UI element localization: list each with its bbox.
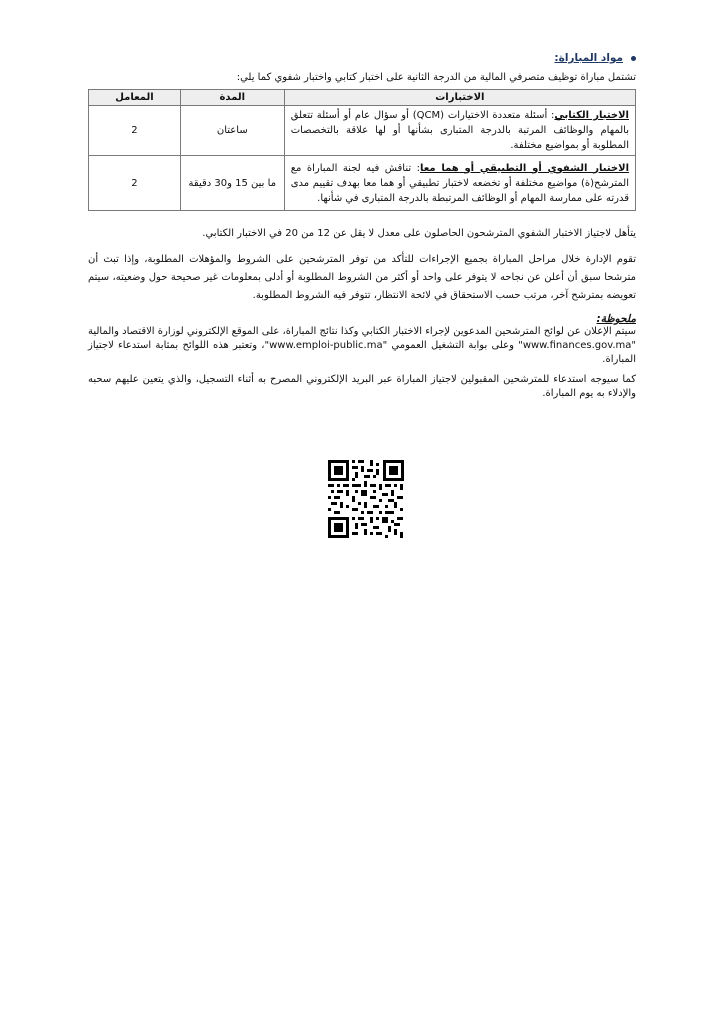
section-intro: تشتمل مباراة توظيف متصرفي المالية من الدرجة الثانية على اختبار كتابي واختبار شفوي كما يلي: [236, 72, 636, 83]
document-page [88, 52, 636, 407]
qr-code-icon [328, 460, 404, 538]
exam-term: الاختبار الكتابي [554, 110, 629, 121]
eligibility-paragraph: يتأهل لاجتياز الاختبار الشفوي المترشحون الحاصلون على معدل لا يقل عن 12 من 20 في الاختبار الكتابي. [202, 228, 636, 239]
header-exams: الاختبارات [284, 90, 635, 106]
header-duration: المدة [180, 90, 284, 106]
header-coefficient: المعامل [89, 90, 181, 106]
exam-details: : تناقش فيه لجنة المباراة مع المترشح(ة) مواضيع مختلفة أو تخضعه لاختبار تطبيقي أو هما معا بهدف تقييم مدى قدرته على ممارسة المهام أو الوظائف المرتبطة بالدرجة المتبارى في شأنها. [290, 162, 629, 204]
table-row [89, 156, 636, 211]
table-header-row [89, 90, 636, 106]
section-title: مواد المباراة: [554, 52, 623, 64]
note-paragraph-announcements: سيتم الإعلان عن لوائح المترشحين المدعوين لإجراء الاختبار الكتابي وكذا نتائج المباراة، على الموقع الإلكتروني لوزارة الاقتصاد والمالية "www.finances.gov.ma" وعلى بوابة التشغيل العمومي "www.emploi-public.ma"، وتعتبر هذه اللوائح بمثابة استدعاء لاجتياز المباراة. [88, 326, 637, 365]
exam-table [88, 89, 636, 211]
section-heading [88, 52, 636, 64]
note-title: ملحوظة: [596, 313, 636, 325]
exam-term: الاختبار الشفوي أو التطبيقي أو هما معا [419, 162, 629, 174]
exam-coefficient: 2 [89, 106, 181, 156]
administration-paragraph: تقوم الإدارة خلال مراحل المباراة بجميع الإجراءات للتأكد من توفر المترشحين على الشروط والمؤهلات المطلوبة، وإذا تبث أن مترشحا سبق أن أعلن عن نجاحه لا يتوفر على واحد أو أكثر من الشروط المطلوبة أو أدلى بمعلومات غير صحيحة حول وضعيته، سيتم تعويضه بمترشح آخر، مرتب حسب الاستحقاق في لائحة الانتظار، تتوفر فيه الشروط المطلوبة. [88, 254, 636, 301]
note-paragraph-convocation: كما سيوجه استدعاء للمترشحين المقبولين لاجتياز المباراة عبر البريد الإلكتروني المصرح به أثناء التسجيل، والذي يتعين عليهم سحبه والإدلاء به يوم المباراة. [88, 374, 636, 399]
exam-duration: ما بين 15 و30 دقيقة [180, 156, 284, 211]
exam-coefficient: 2 [89, 156, 181, 211]
exam-description [284, 106, 635, 156]
table-row [89, 106, 636, 156]
bullet-icon [631, 56, 636, 61]
exam-description [284, 156, 635, 211]
exam-details: : أسئلة متعددة الاختيارات (QCM) أو سؤال عام أو أسئلة تتعلق بالمهام والوظائف المرتبة بالدرجة المتبارى بشأنها أو لها علاقة بالتخصصات المطلوبة أو بمواضيع مختلفة. [290, 110, 629, 151]
exam-duration: ساعتان [180, 106, 284, 156]
